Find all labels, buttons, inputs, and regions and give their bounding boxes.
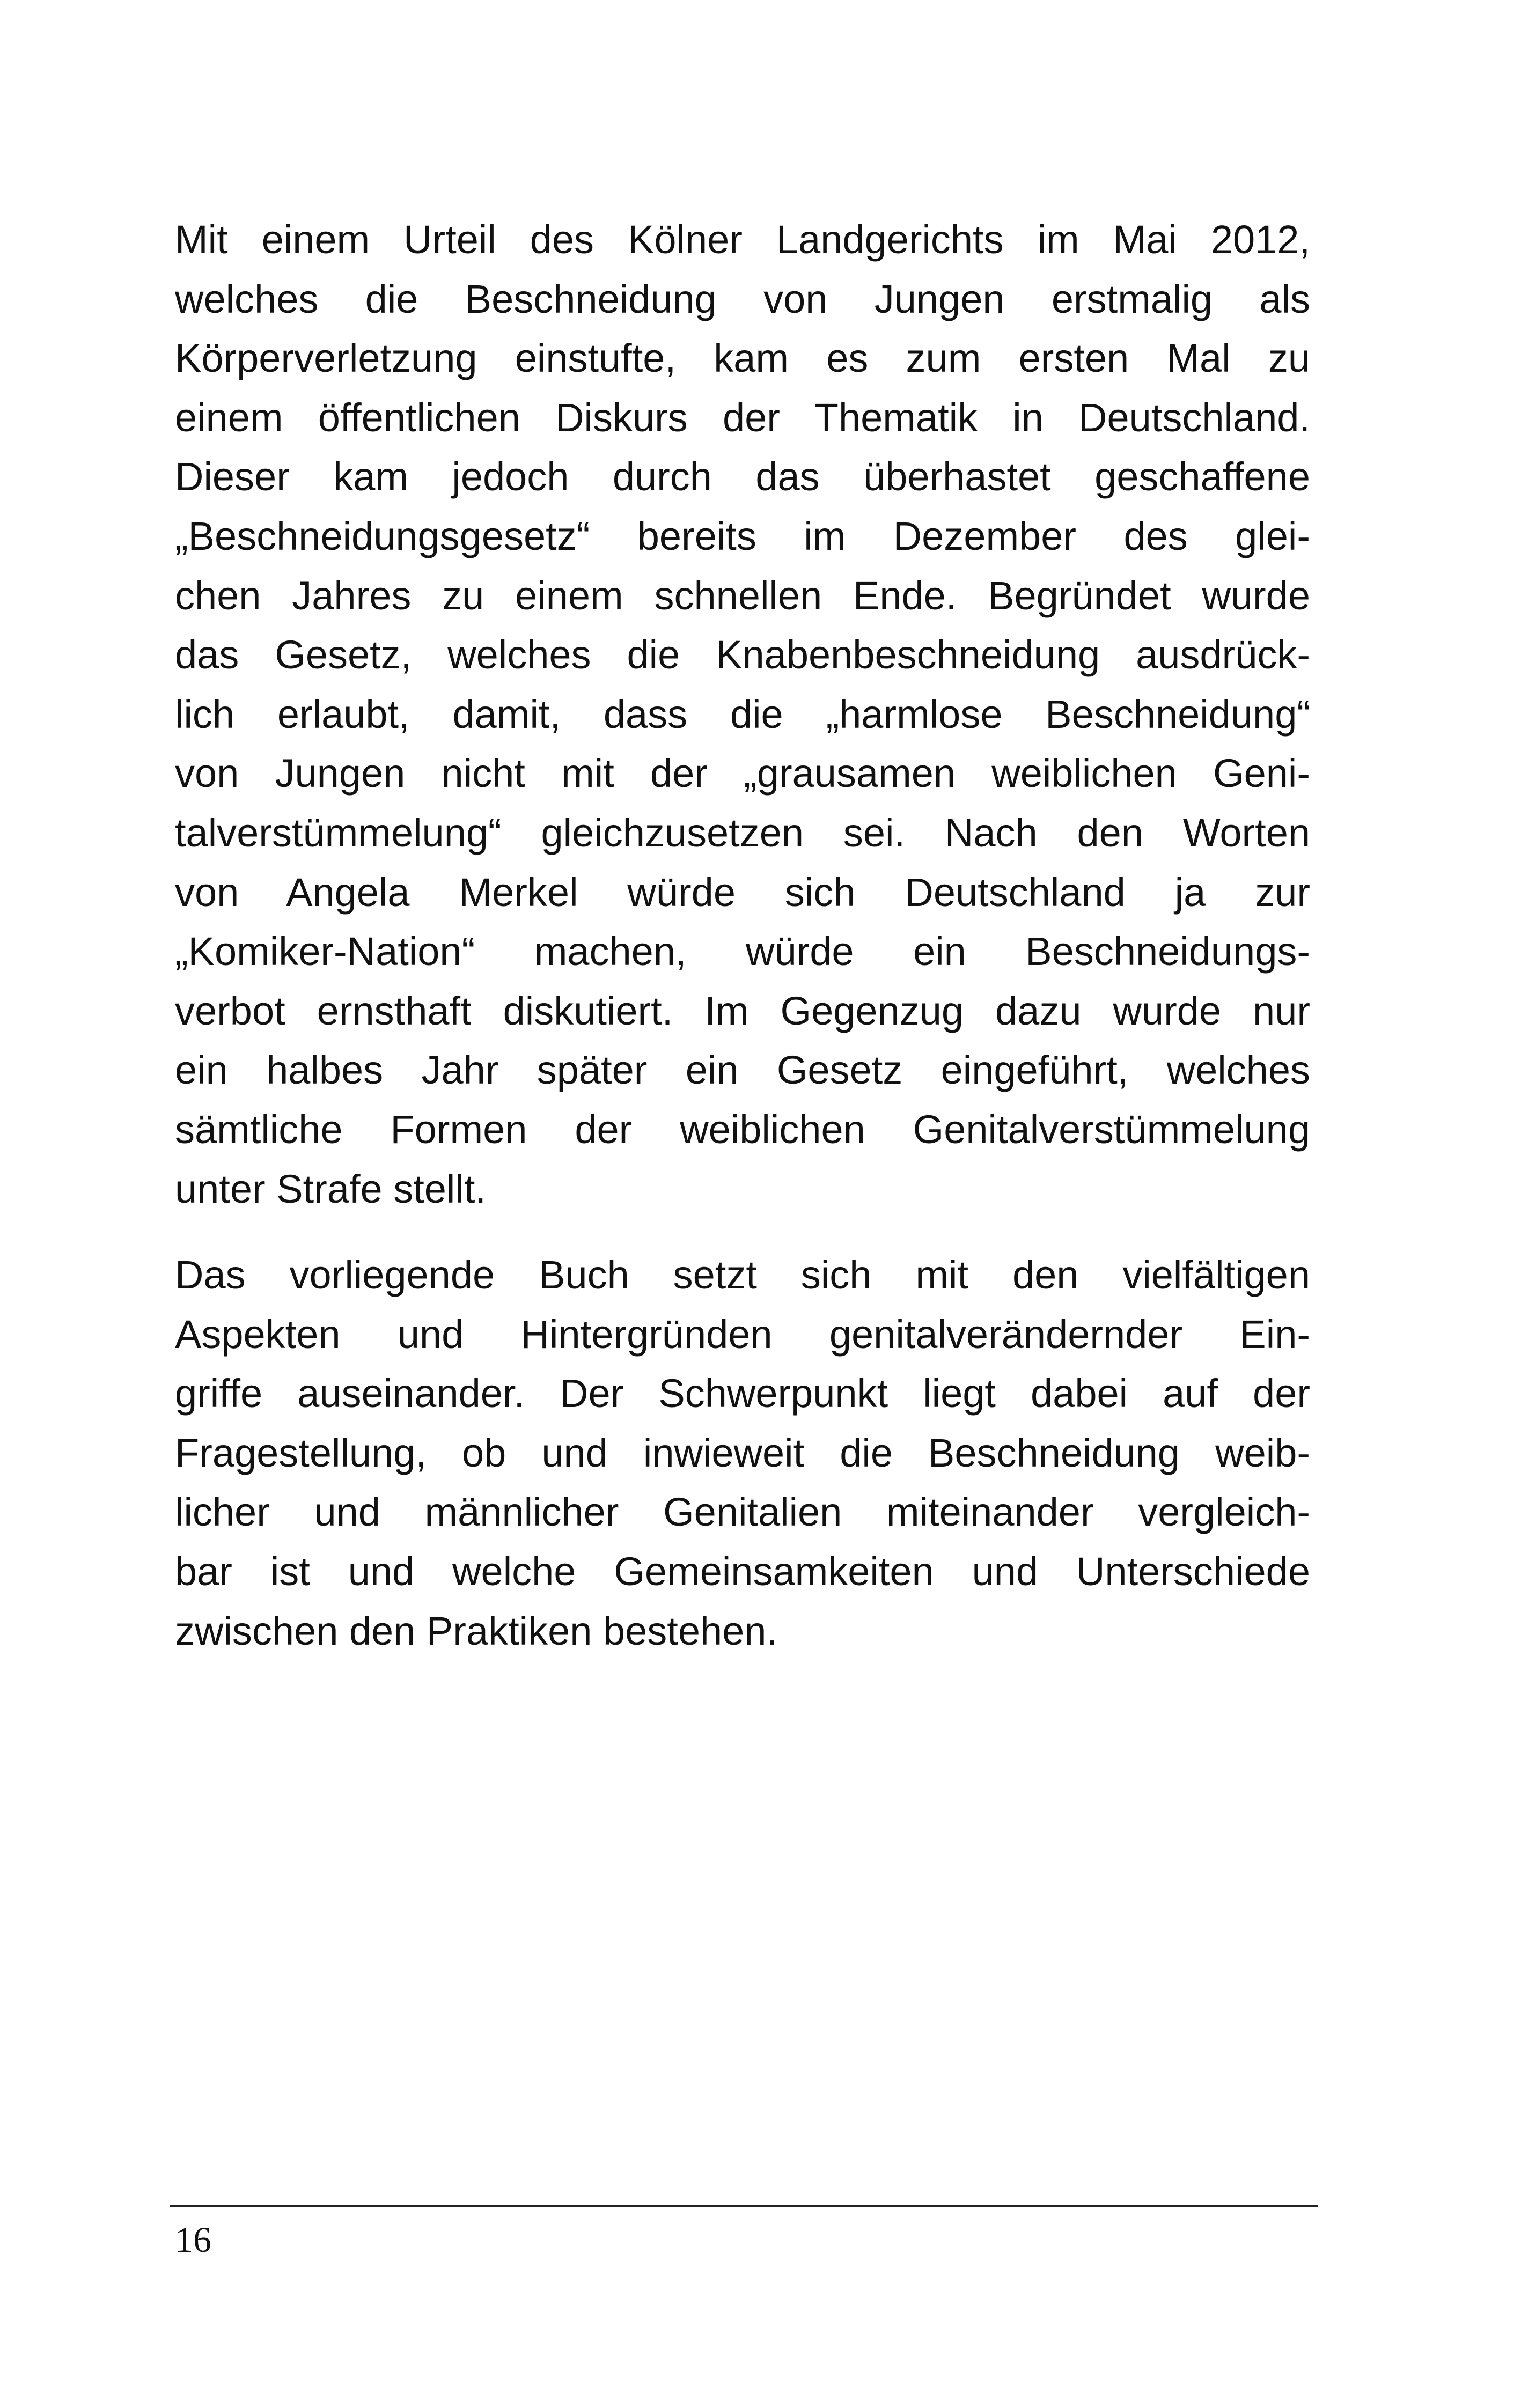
text-line: von Jungen nicht mit der „grausamen weiblichen Geni-	[175, 751, 1310, 796]
text-line: talverstümmelung“ gleichzusetzen sei. Nach den Worten	[175, 810, 1310, 855]
text-line: Fragestellung, ob und inwieweit die Beschneidung weib-	[175, 1430, 1310, 1475]
text-line: griffe auseinander. Der Schwerpunkt liegt dabei auf der	[175, 1371, 1310, 1416]
paragraph-1	[175, 210, 1310, 1219]
text-line: Dieser kam jedoch durch das überhastet geschaffene	[175, 454, 1310, 499]
text-line: welches die Beschneidung von Jungen erstmalig als	[175, 276, 1310, 321]
text-line: „Beschneidungsgesetz“ bereits im Dezember des glei-	[175, 513, 1310, 558]
text-line: sämtliche Formen der weiblichen Genitalverstümmelung	[175, 1107, 1310, 1152]
page-number: 16	[175, 2219, 211, 2260]
text-line: zwischen den Praktiken bestehen.	[175, 1608, 778, 1653]
text-line: Körperverletzung einstufte, kam es zum ersten Mal zu	[175, 336, 1310, 381]
text-line: von Angela Merkel würde sich Deutschland ja zur	[175, 870, 1310, 915]
text-line: chen Jahres zu einem schnellen Ende. Begründet wurde	[175, 573, 1310, 618]
text-line: Das vorliegende Buch setzt sich mit den vielfältigen	[175, 1253, 1310, 1298]
text-line: verbot ernsthaft diskutiert. Im Gegenzug dazu wurde nur	[175, 988, 1310, 1033]
paragraph-2	[175, 1246, 1310, 1661]
text-line: lich erlaubt, damit, dass die „harmlose Beschneidung“	[175, 691, 1310, 737]
text-line: einem öffentlichen Diskurs der Thematik in Deutschland.	[175, 395, 1310, 440]
text-line: das Gesetz, welches die Knabenbeschneidung ausdrück-	[175, 632, 1310, 678]
text-line: ein halbes Jahr später ein Gesetz eingeführt, welches	[175, 1048, 1310, 1093]
text-line: licher und männlicher Genitalien miteinander vergleich-	[175, 1490, 1310, 1535]
text-line: Mit einem Urteil des Kölner Landgerichts im Mai 2012,	[175, 217, 1310, 262]
footer-divider	[170, 2205, 1318, 2207]
page-body	[175, 210, 1310, 1661]
text-line: Aspekten und Hintergründen genitalverändernder Ein-	[175, 1312, 1310, 1357]
text-line: „Komiker-Nation“ machen, würde ein Beschneidungs-	[175, 929, 1310, 974]
text-line: bar ist und welche Gemeinsamkeiten und Unterschiede	[175, 1549, 1310, 1594]
text-line: unter Strafe stellt.	[175, 1166, 486, 1211]
